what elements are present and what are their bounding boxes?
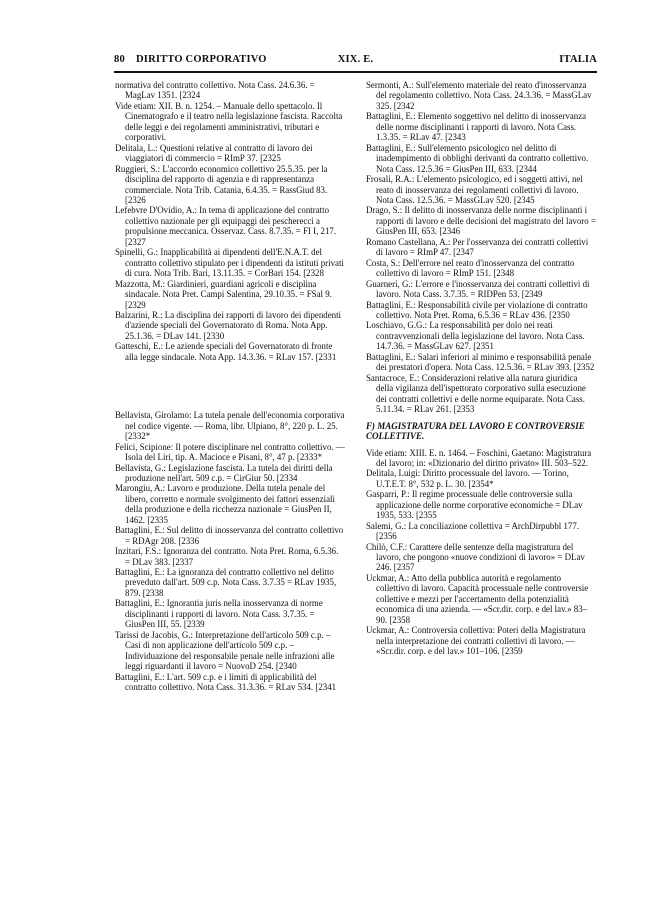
- bibliography-entry: Delitala, Luigi: Diritto processuale del lavoro. — Torino, U.T.E.T. 8°, 532 p. L. 30. [2354*: [366, 468, 569, 489]
- bibliography-entry: Tarissi de Jacobis, G.: Interpretazione dell'articolo 509 c.p. – Casi di non applicazione dell'articolo 509 c.p. – Individuazione del responsabile penale nelle infrazioni alle leggi riguardanti il lavoro = NuovoD 254. [2340: [115, 629, 335, 672]
- bibliography-entry: Gasparri, P.: Il regime processuale delle controversie sulla applicazione delle norme corporative economiche = DLav 1935, 533. [2355: [366, 489, 583, 521]
- bibliography-entry: normativa del contratto collettivo. Nota Cass. 24.6.36. = MagLav 1351. [2324: [115, 80, 315, 101]
- bibliography-entry: Battaglini, E.: Sull'elemento psicologico nel delitto di inadempimento di obblighi derivanti da contratto collettivo. Nota Cass. 12.5.36 = GiusPen III, 633. [2344: [366, 142, 589, 174]
- bibliography-entry: Battaglini, E.: Elemento soggettivo nel delitto di inosservanza delle norme disciplinanti i rapporti di lavoro. Nota Cass. 1.3.35. = RLav 47. [2343: [366, 111, 587, 143]
- section-title: DIRITTO CORPORATIVO: [136, 54, 267, 65]
- bibliography-entry: Costa, S.: Dell'errore nel reato d'inosservanza del contratto collettivo di lavoro = RImP 151. [2348: [366, 257, 575, 279]
- bibliography-entry: Uckmar, A.: Atto della pubblica autorità e regolamento collettivo di lavoro. Capacità processuale nelle controversie collettive e mezzi per l'accertamento della potenzialità economica di una azienda. — «Scr.dir. corp. e del lav.» 83–90. [2358: [366, 572, 589, 625]
- bibliography-entry: Mazzotta, M.: Giardinieri, guardiani agricoli e disciplina sindacale. Nota Pret. Campi Salentina, 29.10.35. = FSal 9. [2329: [115, 278, 332, 310]
- bibliography-entry: Guarneri, G.: L'errore e l'inosservanza dei contratti collettivi di lavoro. Nota Cass. 3.7.35. = RIDPen 53. [2349: [366, 278, 590, 300]
- bibliography-entry: Romano Castellana, A.: Per l'osservanza dei contratti collettivi di lavoro = RImP 47. [2347: [366, 236, 589, 258]
- bibliography-entry: Battaglini, E.: Salari inferiori al minimo e responsabilità penale dei prestatori d'opera. Nota Cass. 12.5.36. = RLav 393. [2352: [366, 351, 595, 373]
- bibliography-entry: Frosali, R.A.: L'elemento psicologico, ed i soggetti attivi, nel reato di inosservanza dei regolamenti collettivi di lavoro. Nota Cass. 12.5.36. = MassGLav 520. [2345: [366, 174, 583, 205]
- bibliography-entry: Vide etiam: XIII. E. n. 1464. – Foschini, Gaetano: Magistratura del lavoro; in: «Dizionario del diritto privato» III. 503–522.: [366, 447, 592, 468]
- bibliography-entry: Ruggieri, S.: L'accordo economico collettivo 25.5.35. per la disciplina del rapporto di agenzia e di rappresentanza commerciale. Nota Trib. Catania, 6.4.35. = RassGiud 83. [2326: [115, 163, 328, 205]
- bibliography-entry: Battaglini, E.: Ignorantia juris nella inosservanza di norme disciplinanti i rapporti di lavoro. Nota Cass. 3.7.35. = GiusPen III, 55. [2339: [115, 598, 323, 630]
- bibliography-entry: Salemi, G.: La conciliazione collettiva = ArchDirpubbl 177. [2356: [366, 520, 580, 542]
- section-heading: F) MAGISTRATURA DEL LAVORO E CONTROVERSIE COLLETTIVE.: [366, 420, 585, 441]
- section-gap: [115, 362, 345, 410]
- bibliography-entry: Gatteschi, E.: Le aziende speciali del Governatorato di fronte alla legge sindacale. Nota App. 14.3.36. = RLav 157. [2331: [115, 341, 337, 362]
- bibliography-entry: Inzitari, F.S.: Ignoranza del contratto. Nota Pret. Roma, 6.5.36. = DLav 383. [2337: [115, 546, 339, 567]
- bibliography-entry: Lefebvre D'Ovidio, A.: In tema di applicazione del contratto collettivo nazionale per gli equipaggi dei pescherecci a propulsione meccanica. Osservaz. Cass. 8.7.35. = FI I, 217. [2327: [115, 205, 337, 247]
- bibliography-entry: Balzarini, R.: La disciplina dei rapporti di lavoro dei dipendenti d'aziende speciali del Governatorato di Roma. Nota App. 25.1.36. = DLav 141. [2330: [115, 309, 342, 341]
- bibliography-entry: Santacroce, E.: Considerazioni relative alla natura giuridica della vigilanza dell'ispettorato corporativo sulla esecuzione dei contratti collettivi e delle norme equiparate. Nota Cass. 5.11.34. = RLav 261. [2353: [366, 372, 586, 415]
- bibliography-entry: Sermonti, A.: Sull'elemento materiale del reato d'inosservanza del regolamento collettivo. Nota Cass. 24.3.36. = MassGLav 325. [2342: [366, 80, 592, 111]
- right-column: [366, 80, 596, 657]
- section-code: XIX. E.: [337, 54, 374, 65]
- bibliography-entry: Bellavista, Girolamo: La tutela penale dell'economia corporativa nel codice vigente. — Roma, libr. Ulpiano, 8°, 220 p. L. 25. [2332*: [115, 410, 345, 442]
- bibliography-entry: Battaglini, E.: La ignoranza del contratto collettivo nel delitto preveduto dall'art. 509 c.p. Nota Cass. 3.7.35 = RLav 1935, 879. [2338: [115, 567, 337, 598]
- bibliography-entry: Battaglini, E.: L'art. 509 c.p. e i limiti di applicabilità del contratto collettivo. Nota Cass. 31.3.36. = RLav 534. [2341: [115, 671, 337, 693]
- bibliography-entry: Bellavista, G.: Legislazione fascista. La tutela dei diritti della produzione nell'art. 509 c.p. = CirGiur 50. [2334: [115, 462, 333, 483]
- bibliography-entry: Felici, Scipione: Il potere disciplinare nel contratto collettivo. — Isola del Liri, tip. A. Macioce e Pisani, 8°, 47 p. [2333*: [115, 441, 345, 463]
- bibliography-entry: Marongiu, A.: Lavoro e produzione. Della tutela penale del libero, corretto e normale svolgimento dei fattori essenziali della produzione e della ricchezza nazionale = GiusPen II, 1462. [2335: [115, 483, 335, 525]
- bibliography-entry: Battaglini, E.: Sul delitto di inosservanza del contratto collettivo = RDAgr 208. [2336: [115, 525, 344, 546]
- running-header: [114, 54, 597, 68]
- page-number: 80: [114, 54, 125, 65]
- bibliography-entry: Loschiavo, G.G.: La responsabilità per dolo nei reati contravvenzionali della legislazione del lavoro. Nota Cass. 14.7.36. = MassGLav 627. [2351: [366, 320, 585, 352]
- bibliography-entry: Spinelli, G.: Inapplicabilità ai dipendenti dell'E.N.A.T. del contratto collettivo stipulato per i dipendenti da istituti privati di cura. Nota Trib. Bari, 13.11.35. = CorBari 154. [2328: [115, 247, 344, 279]
- bibliography-entry: Uckmar, A.: Controversia collettiva: Poteri della Magistratura nella interpretazione dei contratti collettivi di lavoro. — «Scr.dir. corp. e del lav.» 101–106. [2359: [366, 625, 586, 657]
- bibliography-entry: Vide etiam: XII. B. n. 1254. – Manuale dello spettacolo. Il Cinematografo e il teatro nella legislazione fascista. Raccolta delle leggi e dei regolamenti amministrativi, tributari e corporativi.: [115, 100, 343, 143]
- bibliography-entry: Drago, S.: Il delitto di inosservanza delle norme disciplinanti i rapporti di lavoro e delle decisioni del magistrato del lavoro = GiusPen III, 653. [2346: [366, 205, 596, 237]
- bibliography-entry: Delitala, L.: Questioni relative al contratto di lavoro dei viaggiatori di commercio = RImP 37. [2325: [115, 142, 313, 164]
- left-column: [115, 80, 345, 692]
- bibliography-entry: Chilò, C.F.: Carattere delle sentenze della magistratura del lavoro, che pongono «nuove condizioni di lavoro» = DLav 246. [2357: [366, 541, 585, 573]
- country-label: ITALIA: [559, 54, 597, 65]
- bibliography-entry: Battaglini, E.: Responsabilità civile per violazione di contratto collettivo. Nota Pret. Roma, 6.5.36 = RLav 436. [2350: [366, 299, 588, 320]
- header-rule: [114, 71, 597, 73]
